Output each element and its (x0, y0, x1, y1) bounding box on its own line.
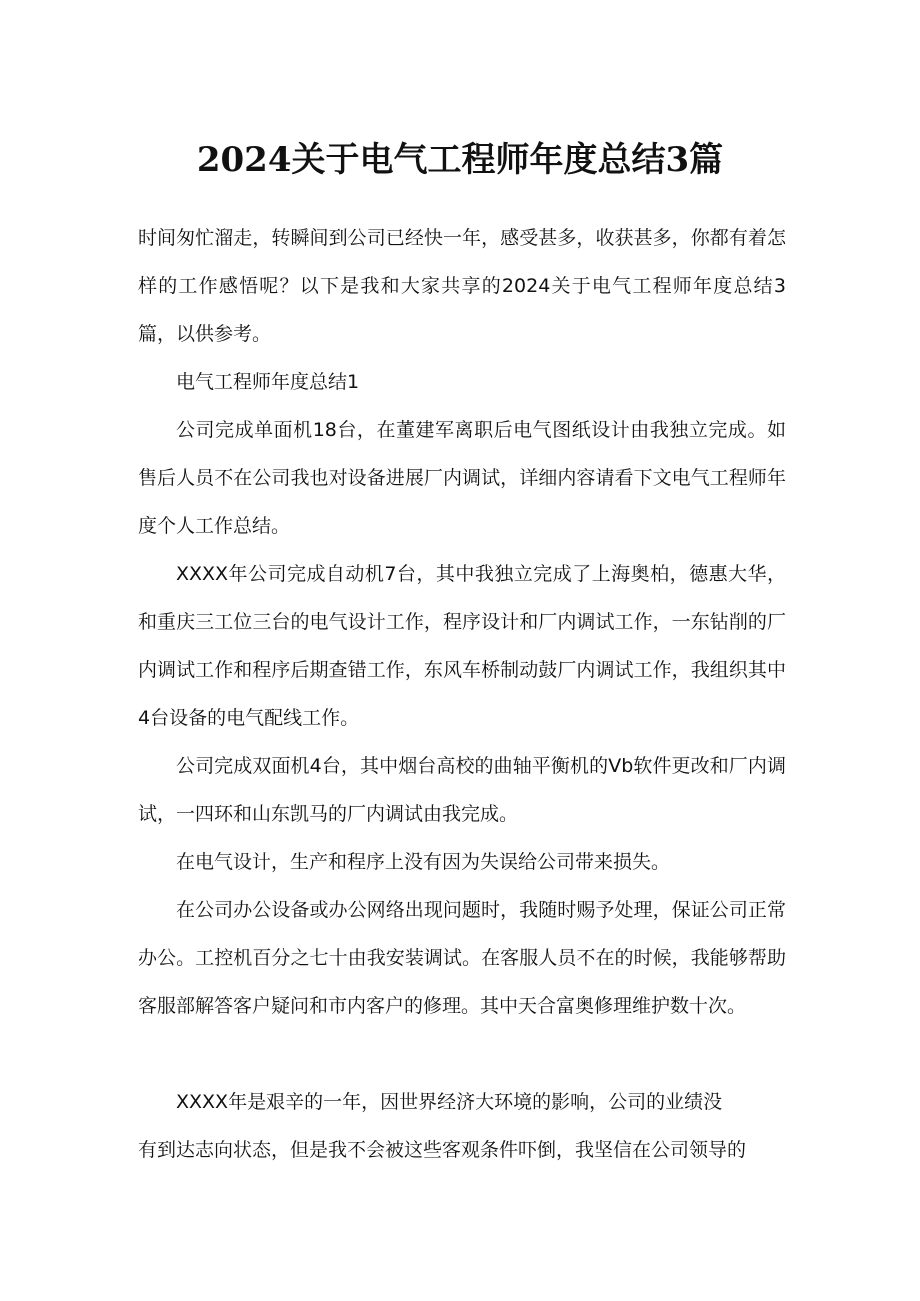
paragraph-5: 在公司办公设备或办公网络出现问题时，我随时赐予处理，保证公司正常办公。工控机百分之七十由我安装调试。在客服人员不在的时候，我能够帮助客服部解答客户疑问和市内客户的修理。其中天合富奥修理维护数十次。 (138, 899, 786, 1017)
paragraph-6-line-2: 有到达志向状态，但是我不会被这些客观条件吓倒，我坚信在公司领导的 (138, 1139, 747, 1161)
paragraph-4: 在电气设计，生产和程序上没有因为失误给公司带来损失。 (176, 851, 671, 873)
document-title: 2024关于电气工程师年度总结3篇 (196, 140, 724, 180)
section-heading: 电气工程师年度总结1 (176, 371, 360, 393)
paragraph-2: XXXX年公司完成自动机7台，其中我独立完成了上海奥柏，德惠大华，和重庆三工位三台的电气设计工作，程序设计和厂内调试工作，一东钻削的厂内调试工作和程序后期查错工作，东风车桥制动鼓厂内调试工作，我组织其中4台设备的电气配线工作。 (138, 563, 786, 729)
intro-paragraph: 时间匆忙溜走，转瞬间到公司已经快一年，感受甚多，收获甚多，你都有着怎样的工作感悟呢？以下是我和大家共享的2024关于电气工程师年度总结3篇，以供参考。 (138, 227, 786, 345)
paragraph-1: 公司完成单面机18台，在董建军离职后电气图纸设计由我独立完成。如售后人员不在公司我也对设备进展厂内调试，详细内容请看下文电气工程师年度个人工作总结。 (138, 419, 786, 537)
paragraph-6-line-1: XXXX年是艰辛的一年，因世界经济大环境的影响，公司的业绩没 (176, 1091, 723, 1113)
paragraph-3: 公司完成双面机4台，其中烟台高校的曲轴平衡机的Vb软件更改和厂内调试，一四环和山东凯马的厂内调试由我完成。 (138, 755, 786, 825)
